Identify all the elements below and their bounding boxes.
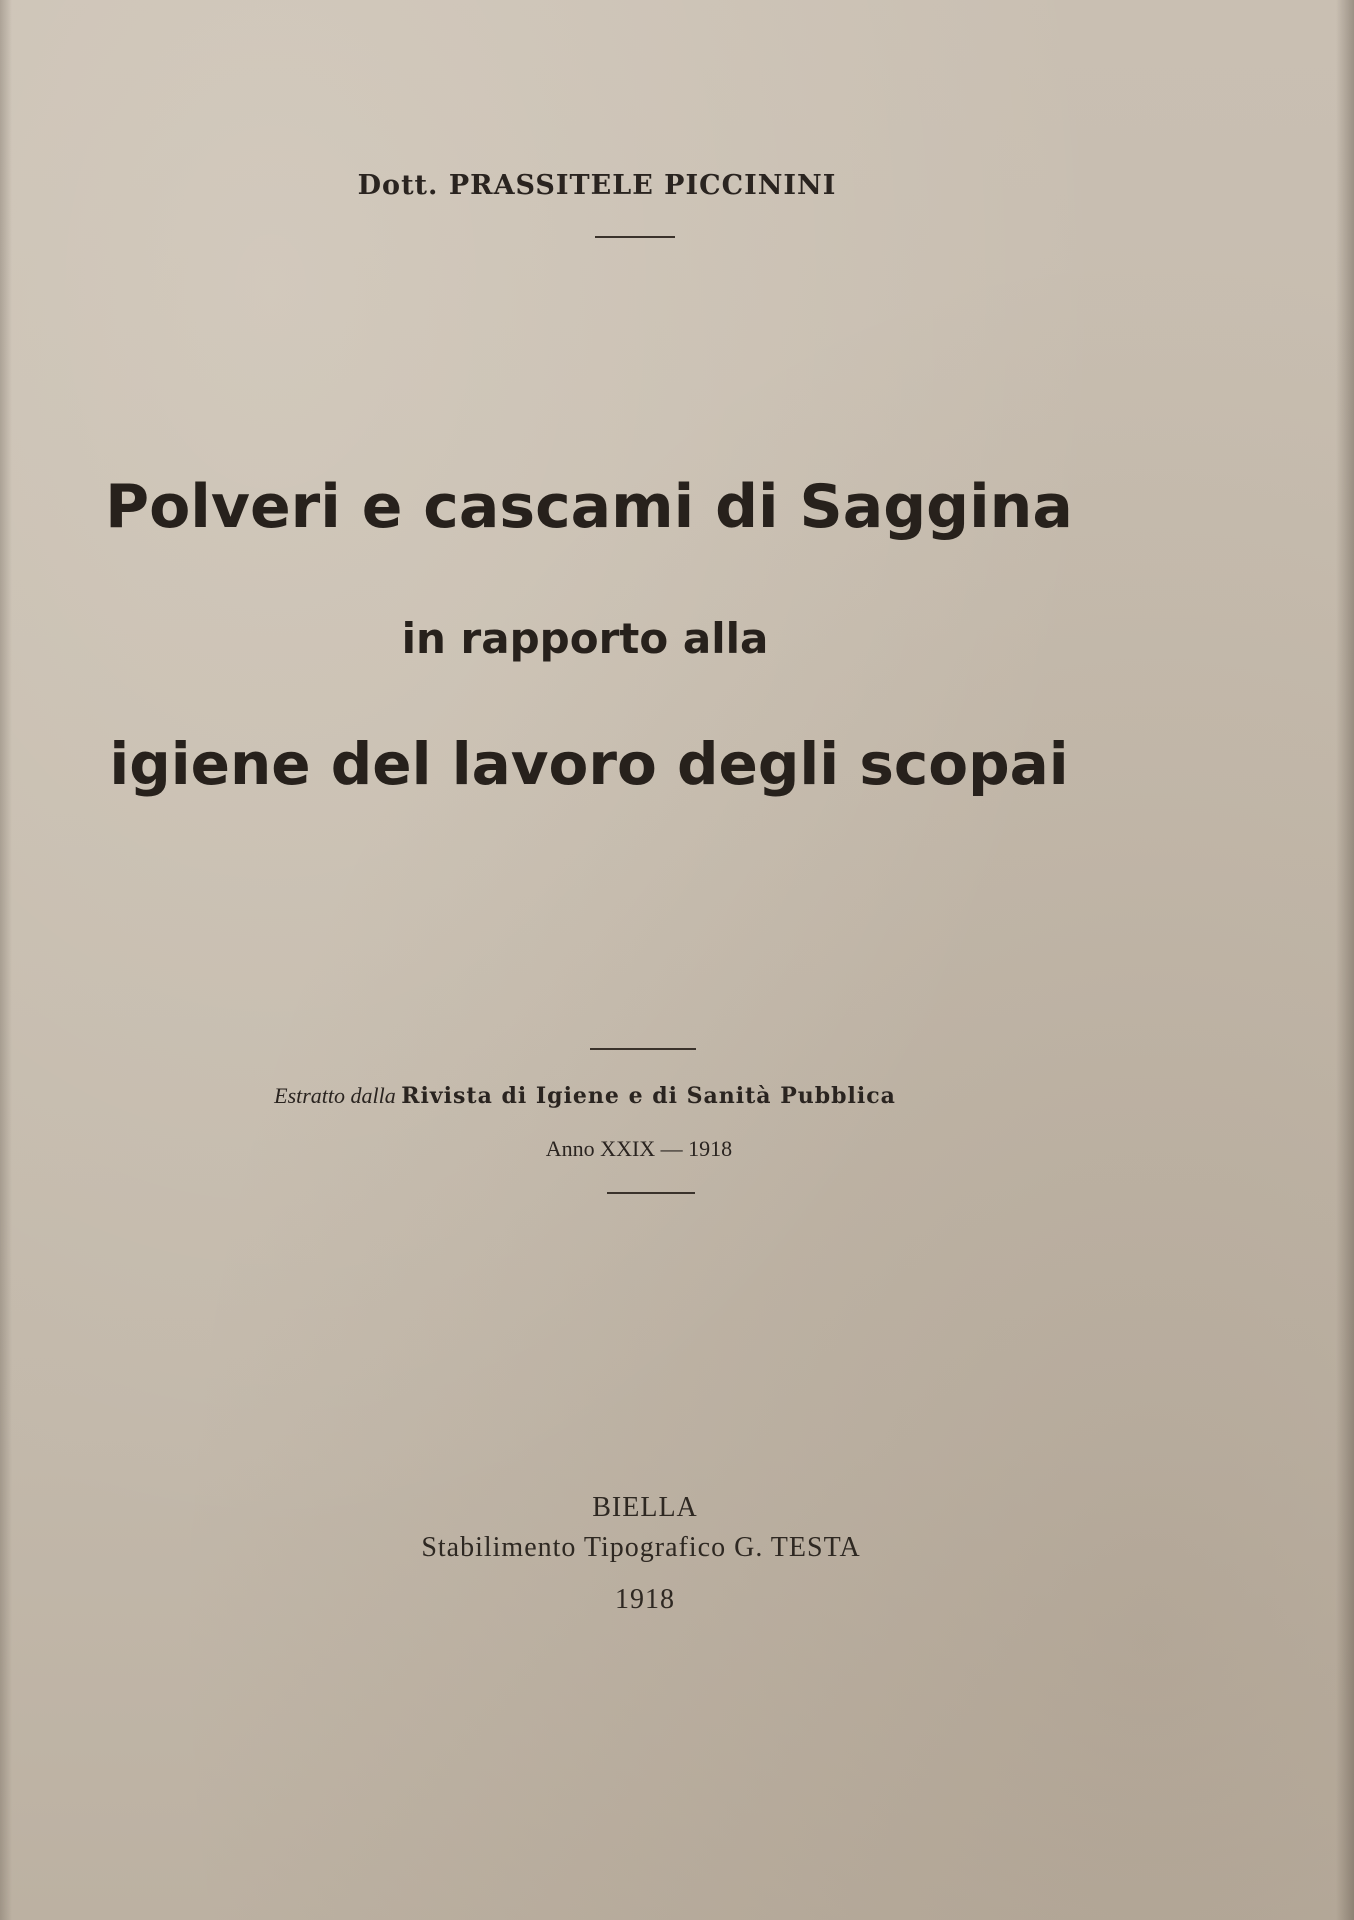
author-name: PRASSITELE PICCININI: [448, 170, 837, 201]
divider-top: [595, 236, 675, 238]
divider-bottom: [607, 1192, 695, 1194]
author-prefix: Dott.: [357, 170, 439, 201]
title-line-1: Polveri e cascami di Saggina: [105, 472, 1073, 542]
volume-year: Anno XXIX — 1918: [545, 1136, 733, 1161]
extract-lead: Estratto dalla: [274, 1083, 396, 1108]
title-line-2: in rapporto alla: [401, 614, 769, 663]
imprint-printer: Stabilimento Tipografico G. TESTA: [421, 1532, 861, 1563]
extract-line: [0, 1083, 1262, 1109]
divider-middle: [590, 1048, 696, 1050]
author-line: [0, 170, 1274, 201]
title-line-3: igiene del lavoro degli scopai: [109, 730, 1069, 798]
imprint-city: BIELLA: [592, 1492, 698, 1523]
imprint-year: 1918: [615, 1584, 675, 1615]
journal-name: Rivista di Igiene e di Sanità Pubblica: [401, 1083, 896, 1109]
